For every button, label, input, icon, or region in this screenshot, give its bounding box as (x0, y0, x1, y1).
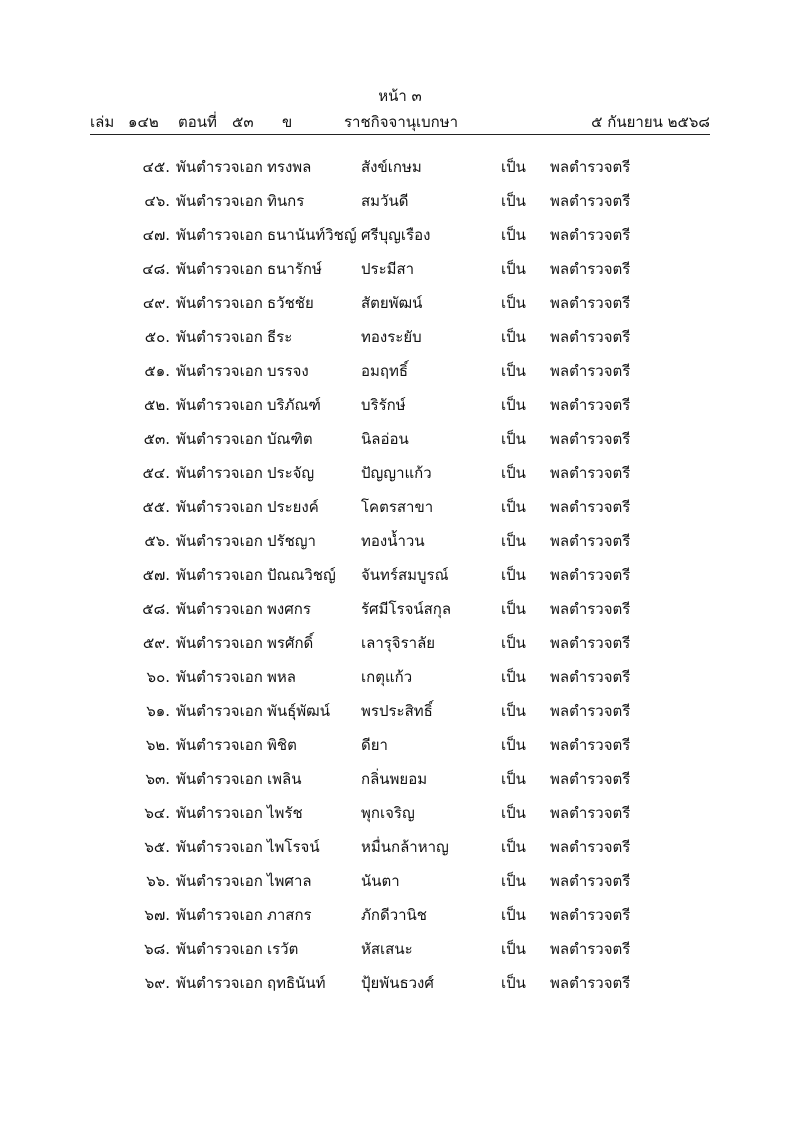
connector-word: เป็น (501, 566, 526, 584)
entry-number: ๖๘. (144, 940, 170, 958)
issue-number: ๕๓ (232, 113, 254, 131)
last-name: อมฤทธิ์ (361, 362, 409, 380)
new-rank: พลตำรวจตรี (550, 226, 631, 244)
current-rank: พันตำรวจเอก (176, 260, 263, 278)
last-name: นิลอ่อน (361, 430, 409, 448)
last-name: เลารุจิราลัย (361, 634, 436, 652)
new-rank: พลตำรวจตรี (550, 634, 631, 652)
last-name: ดียา (361, 736, 388, 754)
connector-word: เป็น (501, 872, 526, 890)
first-name: ทินกร (267, 192, 305, 210)
new-rank: พลตำรวจตรี (550, 600, 631, 618)
new-rank: พลตำรวจตรี (550, 770, 631, 788)
last-name: ทองน้ำวน (361, 532, 425, 550)
last-name: ศรีบุญเรือง (361, 226, 431, 244)
connector-word: เป็น (501, 804, 526, 822)
entry-number: ๖๔. (144, 804, 170, 822)
new-rank: พลตำรวจตรี (550, 362, 631, 380)
new-rank: พลตำรวจตรี (550, 430, 631, 448)
first-name: พหล (267, 668, 296, 686)
first-name: ปัณณวิชญ์ (267, 566, 336, 584)
first-name: บริภัณฑ์ (267, 396, 321, 414)
entry-number: ๖๑. (146, 702, 170, 720)
list-item (0, 830, 800, 864)
first-name: ไพศาล (267, 872, 312, 890)
current-rank: พันตำรวจเอก (176, 294, 263, 312)
entry-number: ๖๐. (146, 668, 170, 686)
gazette-name: ราชกิจจานุเบกษา (344, 113, 459, 131)
last-name: ปุ้ยพันธวงศ์ (361, 974, 434, 992)
current-rank: พันตำรวจเอก (176, 906, 263, 924)
first-name: เรวัต (267, 940, 299, 958)
list-item (0, 898, 800, 932)
current-rank: พันตำรวจเอก (176, 430, 263, 448)
last-name: ประมีสา (361, 260, 415, 278)
entry-number: ๖๗. (144, 906, 170, 924)
new-rank: พลตำรวจตรี (550, 940, 631, 958)
first-name: ธวัชชัย (267, 294, 314, 312)
connector-word: เป็น (501, 498, 526, 516)
first-name: พิชิต (267, 736, 297, 754)
new-rank: พลตำรวจตรี (550, 498, 631, 516)
connector-word: เป็น (501, 974, 526, 992)
current-rank: พันตำรวจเอก (176, 702, 263, 720)
publication-date: ๕ กันยายน ๒๕๖๘ (591, 113, 710, 131)
first-name: ไพโรจน์ (267, 838, 320, 856)
last-name: สัตยพัฒน์ (361, 294, 423, 312)
first-name: ฤทธินันท์ (267, 974, 326, 992)
first-name: ธีระ (267, 328, 293, 346)
new-rank: พลตำรวจตรี (550, 974, 631, 992)
entry-number: ๔๖. (144, 192, 170, 210)
entry-number: ๖๒. (145, 736, 170, 754)
first-name: ประยงค์ (267, 498, 319, 516)
new-rank: พลตำรวจตรี (550, 158, 631, 176)
current-rank: พันตำรวจเอก (176, 600, 263, 618)
last-name: สมวันดี (361, 192, 409, 210)
current-rank: พันตำรวจเอก (176, 396, 263, 414)
current-rank: พันตำรวจเอก (176, 634, 263, 652)
list-item (0, 966, 800, 1000)
current-rank: พันตำรวจเอก (176, 872, 263, 890)
list-item (0, 728, 800, 762)
last-name: เกตุแก้ว (361, 668, 413, 686)
connector-word: เป็น (501, 838, 526, 856)
first-name: ธนานันท์วิชญ์ (267, 226, 357, 244)
volume-number: ๑๔๒ (128, 113, 159, 131)
connector-word: เป็น (501, 430, 526, 448)
current-rank: พันตำรวจเอก (176, 464, 263, 482)
list-item (0, 354, 800, 388)
last-name: สังข์เกษม (361, 158, 422, 176)
new-rank: พลตำรวจตรี (550, 668, 631, 686)
entry-number: ๕๓. (143, 430, 170, 448)
entry-number: ๕๙. (142, 634, 170, 652)
first-name: เพลิน (267, 770, 302, 788)
entry-number: ๕๖. (144, 532, 170, 550)
list-item (0, 524, 800, 558)
new-rank: พลตำรวจตรี (550, 396, 631, 414)
connector-word: เป็น (501, 600, 526, 618)
list-item (0, 864, 800, 898)
last-name: พุกเจริญ (361, 804, 415, 822)
new-rank: พลตำรวจตรี (550, 838, 631, 856)
current-rank: พันตำรวจเอก (176, 804, 263, 822)
list-item (0, 388, 800, 422)
entry-number: ๕๐. (144, 328, 170, 346)
volume-label: เล่ม (90, 113, 115, 131)
current-rank: พันตำรวจเอก (176, 838, 263, 856)
entry-number: ๔๕. (142, 158, 170, 176)
last-name: หัสเสนะ (361, 940, 413, 958)
list-item (0, 150, 800, 184)
connector-word: เป็น (501, 464, 526, 482)
appointment-list (0, 150, 800, 1000)
entry-number: ๔๙. (142, 294, 170, 312)
last-name: รัศมีโรจน์สกุล (361, 600, 452, 618)
new-rank: พลตำรวจตรี (550, 566, 631, 584)
connector-word: เป็น (501, 328, 526, 346)
header-rule (90, 134, 710, 135)
page-number: หน้า ๓ (378, 87, 422, 105)
connector-word: เป็น (501, 362, 526, 380)
entry-number: ๕๔. (142, 464, 170, 482)
current-rank: พันตำรวจเอก (176, 158, 263, 176)
current-rank: พันตำรวจเอก (176, 566, 263, 584)
issue-label: ตอนที่ (178, 113, 217, 131)
current-rank: พันตำรวจเอก (176, 668, 263, 686)
entry-number: ๕๒. (143, 396, 170, 414)
last-name: ทองระยับ (361, 328, 422, 346)
new-rank: พลตำรวจตรี (550, 464, 631, 482)
last-name: นันตา (361, 872, 400, 890)
list-item (0, 456, 800, 490)
connector-word: เป็น (501, 702, 526, 720)
list-item (0, 626, 800, 660)
connector-word: เป็น (501, 192, 526, 210)
connector-word: เป็น (501, 294, 526, 312)
connector-word: เป็น (501, 736, 526, 754)
entry-number: ๖๖. (146, 872, 170, 890)
connector-word: เป็น (501, 260, 526, 278)
first-name: ประจัญ (267, 464, 315, 482)
current-rank: พันตำรวจเอก (176, 736, 263, 754)
first-name: ทรงพล (267, 158, 312, 176)
current-rank: พันตำรวจเอก (176, 226, 263, 244)
list-item (0, 320, 800, 354)
new-rank: พลตำรวจตรี (550, 328, 631, 346)
list-item (0, 796, 800, 830)
last-name: กลิ่นพยอม (361, 770, 428, 788)
section-letter: ข (282, 113, 293, 131)
last-name: บริรักษ์ (361, 396, 406, 414)
connector-word: เป็น (501, 532, 526, 550)
list-item (0, 932, 800, 966)
list-item (0, 660, 800, 694)
gazette-header (90, 110, 710, 132)
first-name: ปรัชญา (267, 532, 316, 550)
new-rank: พลตำรวจตรี (550, 532, 631, 550)
entry-number: ๔๘. (142, 260, 170, 278)
new-rank: พลตำรวจตรี (550, 260, 631, 278)
connector-word: เป็น (501, 634, 526, 652)
last-name: จันทร์สมบูรณ์ (361, 566, 449, 584)
list-item (0, 286, 800, 320)
new-rank: พลตำรวจตรี (550, 872, 631, 890)
list-item (0, 694, 800, 728)
last-name: พรประสิทธิ์ (361, 702, 433, 720)
current-rank: พันตำรวจเอก (176, 532, 263, 550)
entry-number: ๖๓. (145, 770, 170, 788)
first-name: พันธุ์พัฒน์ (267, 702, 330, 720)
first-name: บรรจง (267, 362, 309, 380)
entry-number: ๖๕. (144, 838, 170, 856)
connector-word: เป็น (501, 770, 526, 788)
new-rank: พลตำรวจตรี (550, 702, 631, 720)
current-rank: พันตำรวจเอก (176, 362, 263, 380)
entry-number: ๕๘. (142, 600, 170, 618)
connector-word: เป็น (501, 668, 526, 686)
last-name: โคตรสาขา (361, 498, 434, 516)
connector-word: เป็น (501, 158, 526, 176)
new-rank: พลตำรวจตรี (550, 736, 631, 754)
connector-word: เป็น (501, 940, 526, 958)
entry-number: ๔๗. (142, 226, 170, 244)
entry-number: ๕๑. (144, 362, 170, 380)
first-name: ภาสกร (267, 906, 312, 924)
connector-word: เป็น (501, 396, 526, 414)
list-item (0, 422, 800, 456)
list-item (0, 218, 800, 252)
list-item (0, 762, 800, 796)
last-name: ปัญญาแก้ว (361, 464, 432, 482)
new-rank: พลตำรวจตรี (550, 294, 631, 312)
current-rank: พันตำรวจเอก (176, 770, 263, 788)
connector-word: เป็น (501, 226, 526, 244)
first-name: พงศกร (267, 600, 311, 618)
new-rank: พลตำรวจตรี (550, 906, 631, 924)
list-item (0, 252, 800, 286)
last-name: หมื่นกล้าหาญ (361, 838, 449, 856)
new-rank: พลตำรวจตรี (550, 192, 631, 210)
last-name: ภักดีวานิช (361, 906, 427, 924)
entry-number: ๕๗. (142, 566, 170, 584)
current-rank: พันตำรวจเอก (176, 498, 263, 516)
list-item (0, 184, 800, 218)
first-name: พรศักดิ์ (267, 634, 314, 652)
list-item (0, 592, 800, 626)
list-item (0, 490, 800, 524)
first-name: ไพรัช (267, 804, 303, 822)
list-item (0, 558, 800, 592)
entry-number: ๕๕. (142, 498, 170, 516)
first-name: บัณฑิต (267, 430, 313, 448)
current-rank: พันตำรวจเอก (176, 192, 263, 210)
current-rank: พันตำรวจเอก (176, 974, 263, 992)
current-rank: พันตำรวจเอก (176, 940, 263, 958)
current-rank: พันตำรวจเอก (176, 328, 263, 346)
entry-number: ๖๙. (144, 974, 170, 992)
first-name: ธนารักษ์ (267, 260, 322, 278)
new-rank: พลตำรวจตรี (550, 804, 631, 822)
connector-word: เป็น (501, 906, 526, 924)
